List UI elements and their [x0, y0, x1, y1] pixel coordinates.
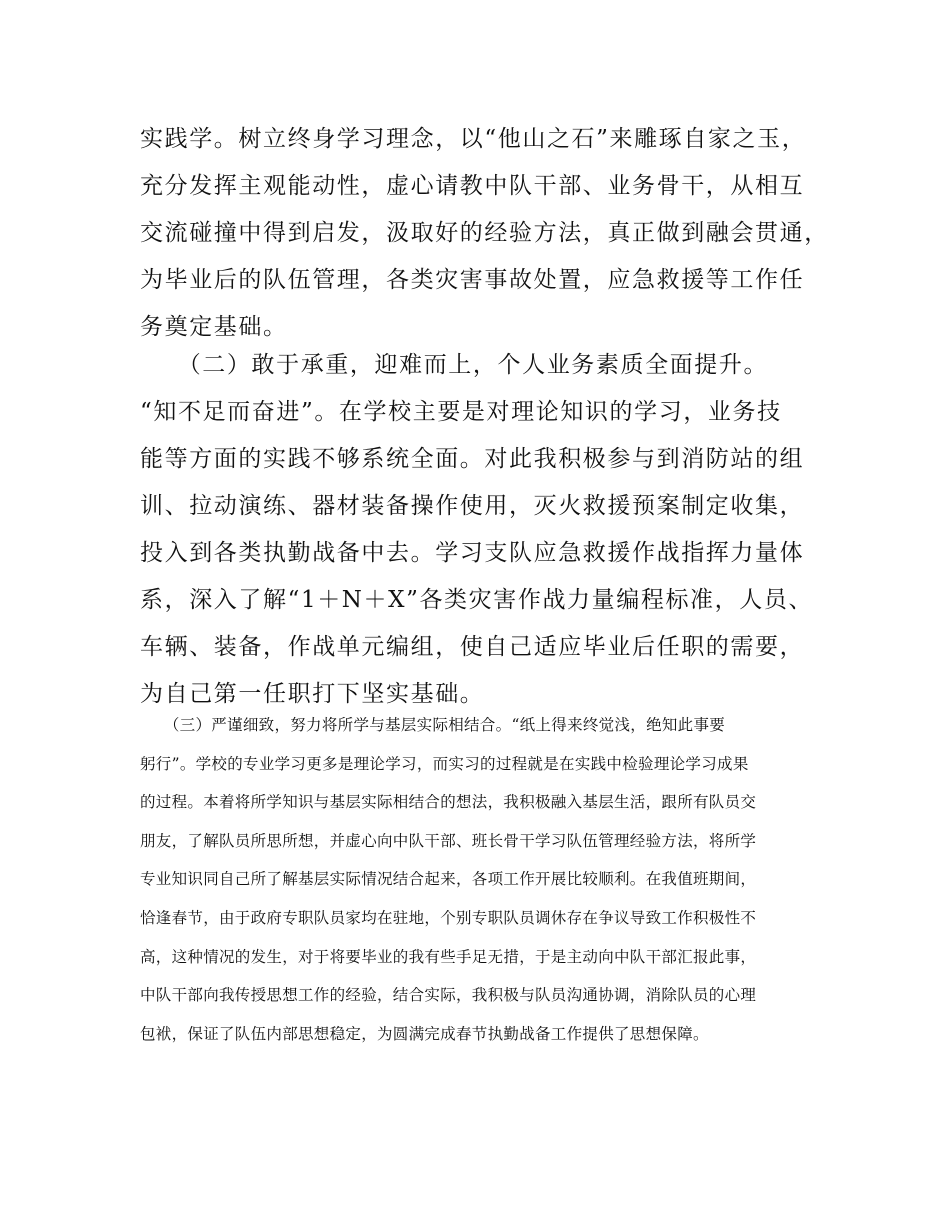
text-line: 为毕业后的队伍管理，各类灾害事故处置，应急救援等工作任: [140, 267, 805, 293]
section-heading-line: （二）敢于承重，迎难而上，个人业务素质全面提升。: [140, 352, 769, 378]
text-line: 充分发挥主观能动性，虚心请教中队干部、业务骨干，从相互: [140, 173, 805, 199]
text-line: 中队干部向我传授思想工作的经验，结合实际，我积极与队员沟通协调，消除队员的心理: [140, 986, 757, 1005]
text-line: 务奠定基础。: [140, 314, 288, 340]
paragraph-1: [140, 116, 830, 351]
text-line: 恰逢春节，由于政府专职队员家均在驻地，个别专职队员调休存在争议导致工作积极性不: [140, 908, 757, 927]
text-line: 系，深入了解“1＋N＋X”各类灾害作战力量编程标准，人员、: [140, 587, 814, 613]
text-line: 实践学。树立终身学习理念，以“他山之石”来雕琢自家之玉，: [140, 126, 807, 152]
text-line: 训、拉动演练、器材装备操作使用，灭火救援预案制定收集，: [140, 493, 805, 519]
section-heading-line: （三）严谨细致，努力将所学与基层实际相结合。“纸上得来终觉浅，绝知此事要: [140, 716, 726, 734]
text-line: 能等方面的实践不够系统全面。对此我积极参与到消防站的组: [140, 446, 805, 472]
text-line: 车辆、装备，作战单元编组，使自己适应毕业后任职的需要，: [140, 634, 805, 660]
text-line: 专业知识同自己所了解基层实际情况结合起来，各项工作开展比较顺利。在我值班期间，: [140, 870, 757, 889]
text-line: 高，这种情况的发生，对于将要毕业的我有些手足无措，于是主动向中队干部汇报此事，: [140, 947, 757, 966]
paragraph-2: [140, 342, 830, 718]
text-line: 为自己第一任职打下坚实基础。: [140, 681, 485, 707]
text-line: 投入到各类执勤战备中去。学习支队应急救援作战指挥力量体: [140, 540, 805, 566]
text-line: 包袱，保证了队伍内部思想稳定，为圆满完成春节执勤战备工作提供了思想保障。: [140, 1024, 709, 1043]
text-line: 的过程。本着将所学知识与基层实际相结合的想法，我积极融入基层生活，跟所有队员交: [140, 793, 757, 812]
text-line: 躬行”。学校的专业学习更多是理论学习，而实习的过程就是在实践中检验理论学习成果: [140, 754, 749, 773]
text-line: 朋友，了解队员所思所想，并虚心向中队干部、班长骨干学习队伍管理经验方法，将所学: [140, 831, 757, 850]
text-line: 交流碰撞中得到启发，汲取好的经验方法，真正做到融会贯通，: [140, 220, 829, 246]
text-line: “知不足而奋进”。在学校主要是对理论知识的学习，业务技: [140, 399, 782, 425]
paragraph-3: [140, 706, 830, 1053]
